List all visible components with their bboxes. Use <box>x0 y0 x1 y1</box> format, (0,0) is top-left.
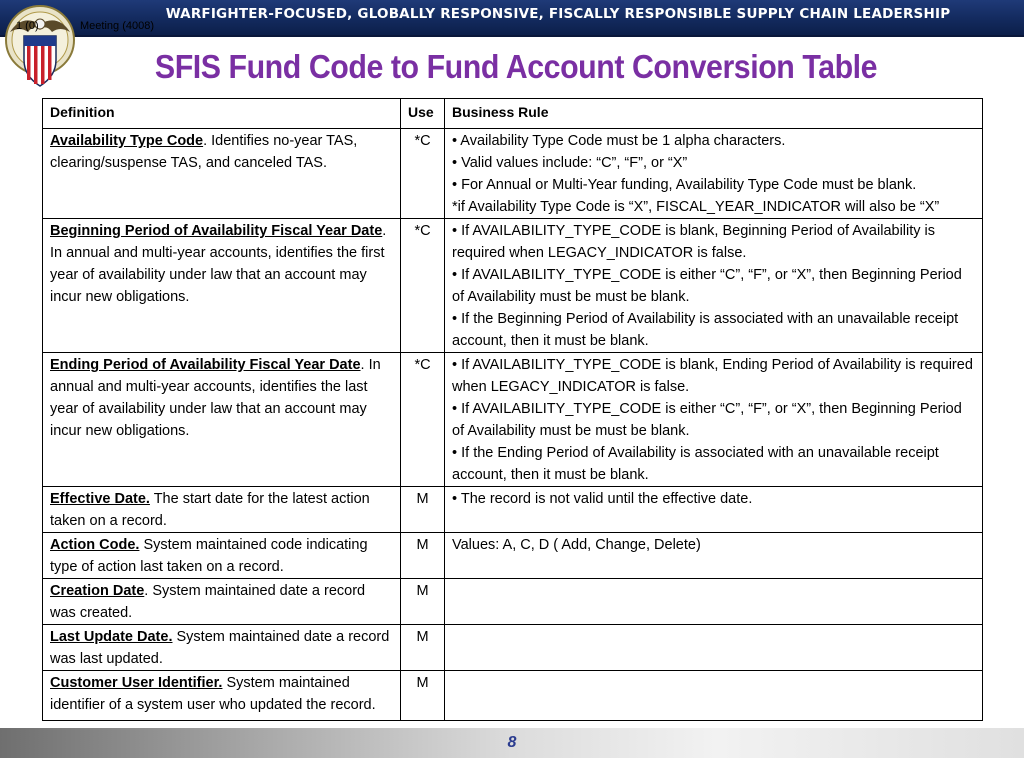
field-definition: . System maintained date a record was created. <box>50 583 366 621</box>
slide-title: SFIS Fund Code to Fund Account Conversion Table <box>154 48 878 85</box>
field-term: Creation Date <box>50 583 145 599</box>
rule-line: • If AVAILABILITY_TYPE_CODE is either “C”, “F”, or “X”, then Beginning Period of Availability must be must be blank. <box>452 267 962 305</box>
overlay-meta-id: 1 (0) <box>16 20 39 32</box>
field-definition: The start date for the latest action taken on a record. <box>50 491 370 529</box>
field-definition: System maintained date a record was last updated. <box>50 629 390 667</box>
field-term: Customer User Identifier. <box>50 675 223 691</box>
page-number: 8 <box>507 734 517 751</box>
field-term: Effective Date. <box>50 491 150 507</box>
conversion-table <box>42 98 983 721</box>
use-cell: M <box>401 533 445 579</box>
rule-line: • If AVAILABILITY_TYPE_CODE is blank, Beginning Period of Availability is required when LEGACY_INDICATOR is false. <box>452 223 936 261</box>
table-row <box>43 533 983 579</box>
business-rule-cell <box>445 671 983 721</box>
field-term: Last Update Date. <box>50 629 173 645</box>
business-rule-cell <box>445 625 983 671</box>
banner-slogan: WARFIGHTER-FOCUSED, GLOBALLY RESPONSIVE, FISCALLY RESPONSIBLE SUPPLY CHAIN LEADERSHIP <box>165 6 951 22</box>
rule-line: Values: A, C, D ( Add, Change, Delete) <box>452 537 701 553</box>
rule-line: • For Annual or Multi-Year funding, Availability Type Code must be blank. <box>452 177 917 193</box>
field-term: Ending Period of Availability Fiscal Year Date <box>50 357 361 373</box>
definition-cell <box>43 129 401 219</box>
business-rule-cell <box>445 129 983 219</box>
field-definition: System maintained identifier of a system user who updated the record. <box>50 675 376 713</box>
field-definition: System maintained code indicating type of action last taken on a record. <box>50 537 368 575</box>
definition-cell <box>43 219 401 353</box>
table-row <box>43 487 983 533</box>
use-cell: M <box>401 579 445 625</box>
use-cell: M <box>401 625 445 671</box>
table-row <box>43 219 983 353</box>
header-business-rule: Business Rule <box>445 99 983 129</box>
header-use: Use <box>401 99 445 129</box>
rule-line: • If the Ending Period of Availability is associated with an unavailable receipt account, then it must be blank. <box>452 445 939 483</box>
definition-cell <box>43 487 401 533</box>
table-row <box>43 671 983 721</box>
table-row <box>43 353 983 487</box>
use-cell: *C <box>401 129 445 219</box>
rule-line: • Valid values include: “C”, “F”, or “X” <box>452 155 688 171</box>
business-rule-cell <box>445 219 983 353</box>
rule-line: • If AVAILABILITY_TYPE_CODE is either “C”, “F”, or “X”, then Beginning Period of Availability must be must be blank. <box>452 401 962 439</box>
definition-cell <box>43 579 401 625</box>
rule-line: • Availability Type Code must be 1 alpha characters. <box>452 133 786 149</box>
rule-line: • The record is not valid until the effective date. <box>452 491 753 507</box>
rule-line: *if Availability Type Code is “X”, FISCAL_YEAR_INDICATOR will also be “X” <box>452 199 940 215</box>
use-cell: *C <box>401 219 445 353</box>
use-cell: M <box>401 487 445 533</box>
definition-cell <box>43 671 401 721</box>
definition-cell <box>43 625 401 671</box>
table-row <box>43 579 983 625</box>
table-header-row <box>43 99 983 129</box>
business-rule-cell <box>445 353 983 487</box>
rule-line: • If AVAILABILITY_TYPE_CODE is blank, Ending Period of Availability is required when LEGACY_INDICATOR is false. <box>452 357 973 395</box>
business-rule-cell <box>445 487 983 533</box>
definition-cell <box>43 533 401 579</box>
field-definition: . In annual and multi-year accounts, identifies the last year of availability under law that an account may incur new obligations. <box>50 357 381 439</box>
rule-line: • If the Beginning Period of Availability is associated with an unavailable receipt account, then it must be blank. <box>452 311 959 349</box>
field-term: Action Code. <box>50 537 140 553</box>
table-row <box>43 129 983 219</box>
table-row <box>43 625 983 671</box>
field-term: Beginning Period of Availability Fiscal Year Date <box>50 223 383 239</box>
business-rule-cell <box>445 579 983 625</box>
field-definition: . In annual and multi-year accounts, identifies the first year of availability under law that an account may incur new obligations. <box>50 223 387 305</box>
definition-cell <box>43 353 401 487</box>
use-cell: *C <box>401 353 445 487</box>
field-term: Availability Type Code <box>50 133 204 149</box>
use-cell: M <box>401 671 445 721</box>
overlay-meta-title: Meeting (4008) <box>80 20 154 32</box>
header-definition: Definition <box>43 99 401 129</box>
field-definition: . Identifies no-year TAS, clearing/suspense TAS, and canceled TAS. <box>50 133 358 171</box>
table-body <box>43 129 983 721</box>
business-rule-cell <box>445 533 983 579</box>
